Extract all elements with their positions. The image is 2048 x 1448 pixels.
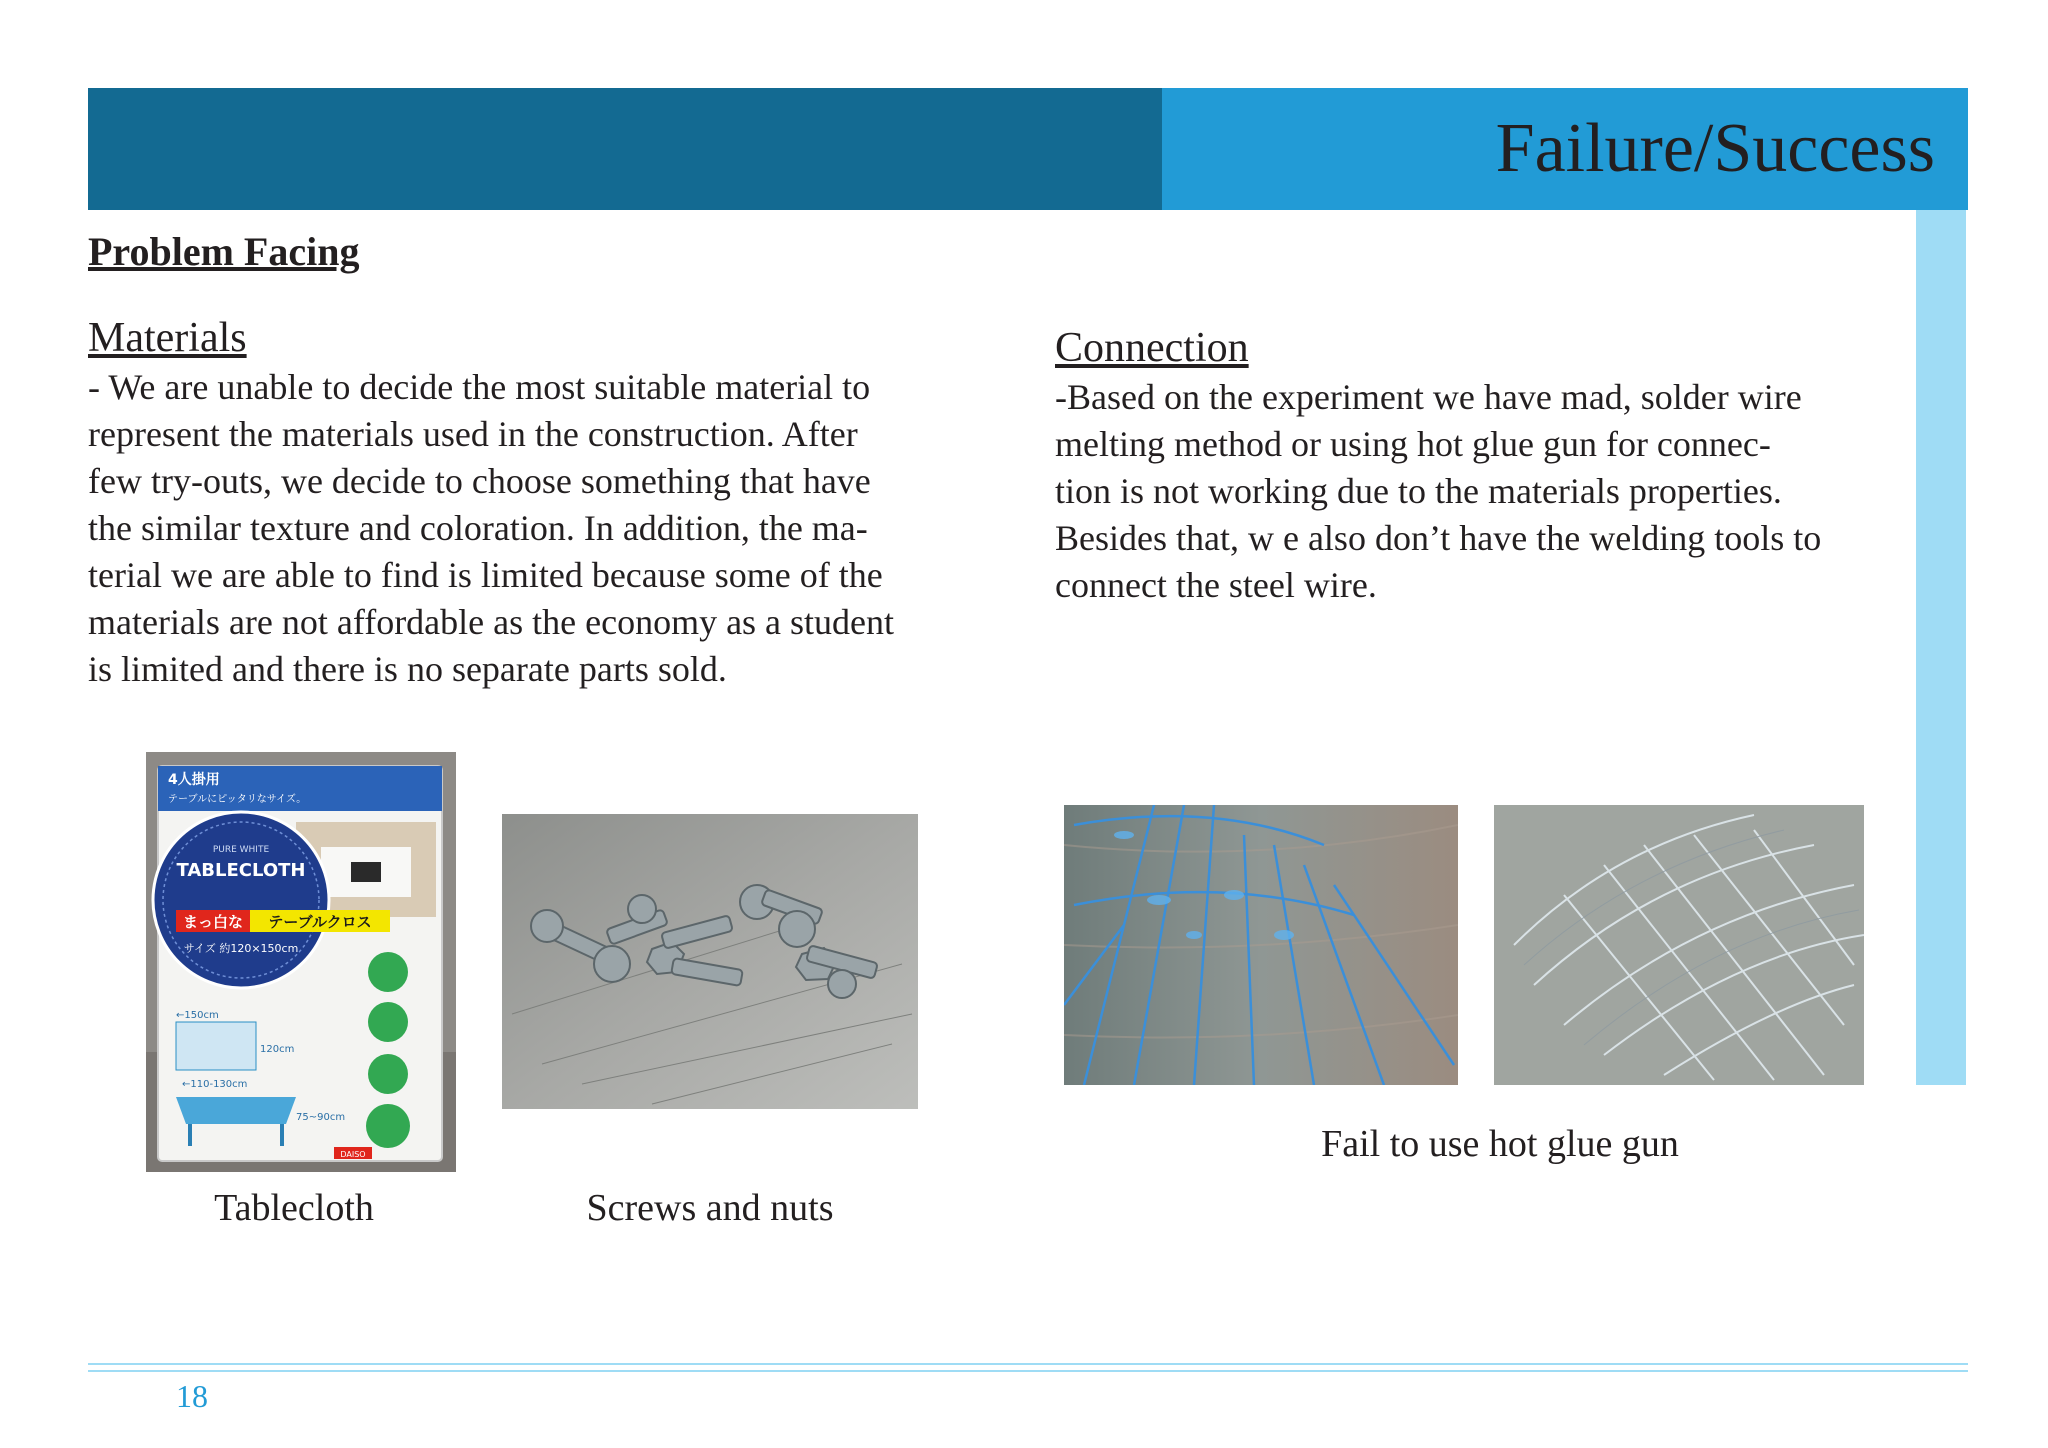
package-dim-width: ←150cm	[176, 1010, 219, 1021]
caption-tablecloth: Tablecloth	[214, 1187, 374, 1229]
package-dim-table: ←110-130cm	[182, 1079, 248, 1090]
footer-rule	[88, 1370, 1968, 1372]
materials-line: represent the materials used in the construction. After	[88, 414, 858, 454]
package-top-label: 4人掛用	[168, 772, 220, 788]
caption-glue: Fail to use hot glue gun	[1321, 1123, 1679, 1165]
materials-line: - We are unable to decide the most suitable material to	[88, 367, 871, 407]
glue-photo-2	[1494, 805, 1864, 1085]
package-brand: TABLECLOTH	[176, 860, 306, 881]
materials-paragraph	[88, 364, 894, 693]
materials-heading: Materials	[88, 315, 247, 361]
materials-line: terial we are able to find is limited because some of the	[88, 555, 883, 595]
package-pure-white: PURE WHITE	[212, 845, 270, 855]
package-sub-label: テーブルにピッタリなサイズ。	[168, 794, 307, 805]
materials-line: materials are not affordable as the economy as a student	[88, 602, 895, 642]
package-badge: まっ白な	[182, 913, 244, 931]
tablecloth-photo	[146, 752, 456, 1172]
connection-line: Besides that, w e also don’t have the welding tools to	[1055, 518, 1822, 558]
footer-rule	[88, 1363, 1968, 1365]
materials-line: the similar texture and coloration. In addition, the ma-	[88, 508, 868, 548]
materials-line: few try-outs, we decide to choose something that have	[88, 461, 871, 501]
glue-photo-1	[1064, 805, 1458, 1085]
package-jp-name: テーブルクロス	[268, 913, 372, 931]
caption-screws: Screws and nuts	[586, 1187, 834, 1229]
connection-paragraph	[1055, 374, 1821, 609]
package-size-label: サイズ 約120×150cm	[183, 942, 299, 955]
package-maker: DAISO	[340, 1150, 366, 1159]
materials-line: is limited and there is no separate parts sold.	[88, 649, 727, 689]
page-title: Failure/Success	[1495, 110, 1935, 187]
connection-line: connect the steel wire.	[1055, 565, 1377, 605]
package-dim-depth: 120cm	[260, 1044, 295, 1055]
connection-line: -Based on the experiment we have mad, solder wire	[1055, 377, 1802, 417]
header-bar-dark	[88, 88, 1162, 210]
page-number: 18	[176, 1378, 208, 1414]
package-dim-small: 75~90cm	[296, 1112, 346, 1123]
connection-heading: Connection	[1055, 325, 1249, 371]
connection-line: tion is not working due to the materials properties.	[1055, 471, 1782, 511]
connection-line: melting method or using hot glue gun for connec-	[1055, 424, 1771, 464]
section-heading: Problem Facing	[88, 229, 360, 274]
side-accent-bar	[1916, 210, 1966, 1085]
screws-photo	[502, 814, 918, 1109]
